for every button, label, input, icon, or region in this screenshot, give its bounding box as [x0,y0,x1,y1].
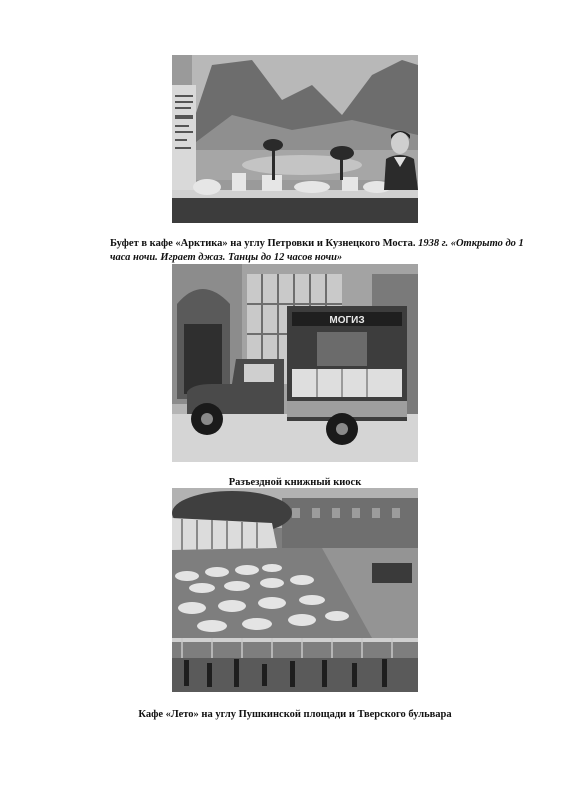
buffet-caption-main: Буфет в кафе «Арктика» на углу Петровки и Кузнецкого Моста. [110,238,416,249]
buffet-photo [172,55,418,223]
buffet-caption-italic: 1938 г. «Открыто до 1 часа ночи. Играет джаз. Танцы до 12 часов ночи» [110,238,524,263]
buffet-caption [110,237,530,265]
kiosk-sign: МОГИЗ [329,315,365,326]
summer-cafe-photo [172,488,418,692]
kiosk-caption: Разъездной книжный киоск [228,477,362,488]
summer-cafe-caption: Кафе «Лето» на углу Пушкинской площади и Тверского бульвара [138,709,452,720]
book-kiosk-photo [172,264,418,462]
